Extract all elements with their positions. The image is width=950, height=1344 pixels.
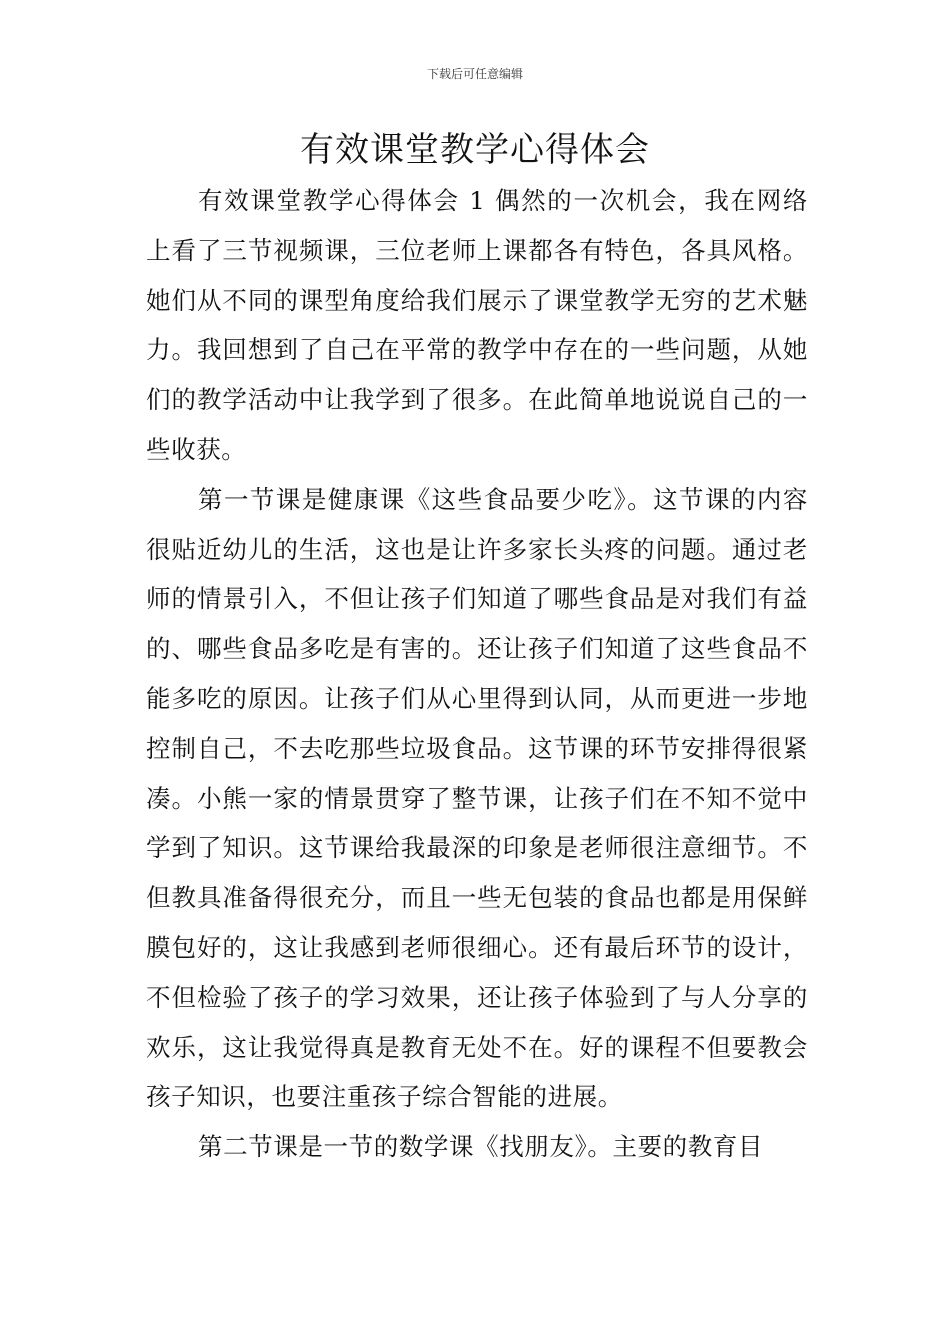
paragraph: 第一节课是健康课《这些食品要少吃》。这节课的内容很贴近幼儿的生活，这也是让许多家长头疼的问题。通过老师的情景引入，不但让孩子们知道了哪些食品是对我们有益的、哪些食品多吃是有害的。还让孩子们知道了这些食品不能多吃的原因。让孩子们从心里得到认同，从而更进一步地控制自己，不去吃那些垃圾食品。这节课的环节安排得很紧凑。小熊一家的情景贯穿了整节课，让孩子们在不知不觉中学到了知识。这节课给我最深的印象是老师很注意细节。不但教具准备得很充分，而且一些无包装的食品也都是用保鲜膜包好的，这让我感到老师很细心。还有最后环节的设计，不但检验了孩子的学习效果，还让孩子体验到了与人分享的欢乐，这让我觉得真是教育无处不在。好的课程不但要教会孩子知识，也要注重孩子综合智能的进展。 [146, 484, 808, 1112]
paragraph: 有效课堂教学心得体会 1 偶然的一次机会，我在网络上看了三节视频课，三位老师上课都各有特色，各具风格。她们从不同的课型角度给我们展示了课堂教学无穷的艺术魅力。我回想到了自己在平常的教学中存在的一些问题，从她们的教学活动中让我学到了很多。在此简单地说说自己的一些收获。 [146, 186, 808, 464]
document-body [146, 176, 808, 1172]
paragraph: 第二节课是一节的数学课《找朋友》。主要的教育目 [198, 1132, 764, 1162]
document-title: 有效课堂教学心得体会 [300, 130, 650, 170]
header-note: 下载后可任意编辑 [426, 67, 523, 81]
